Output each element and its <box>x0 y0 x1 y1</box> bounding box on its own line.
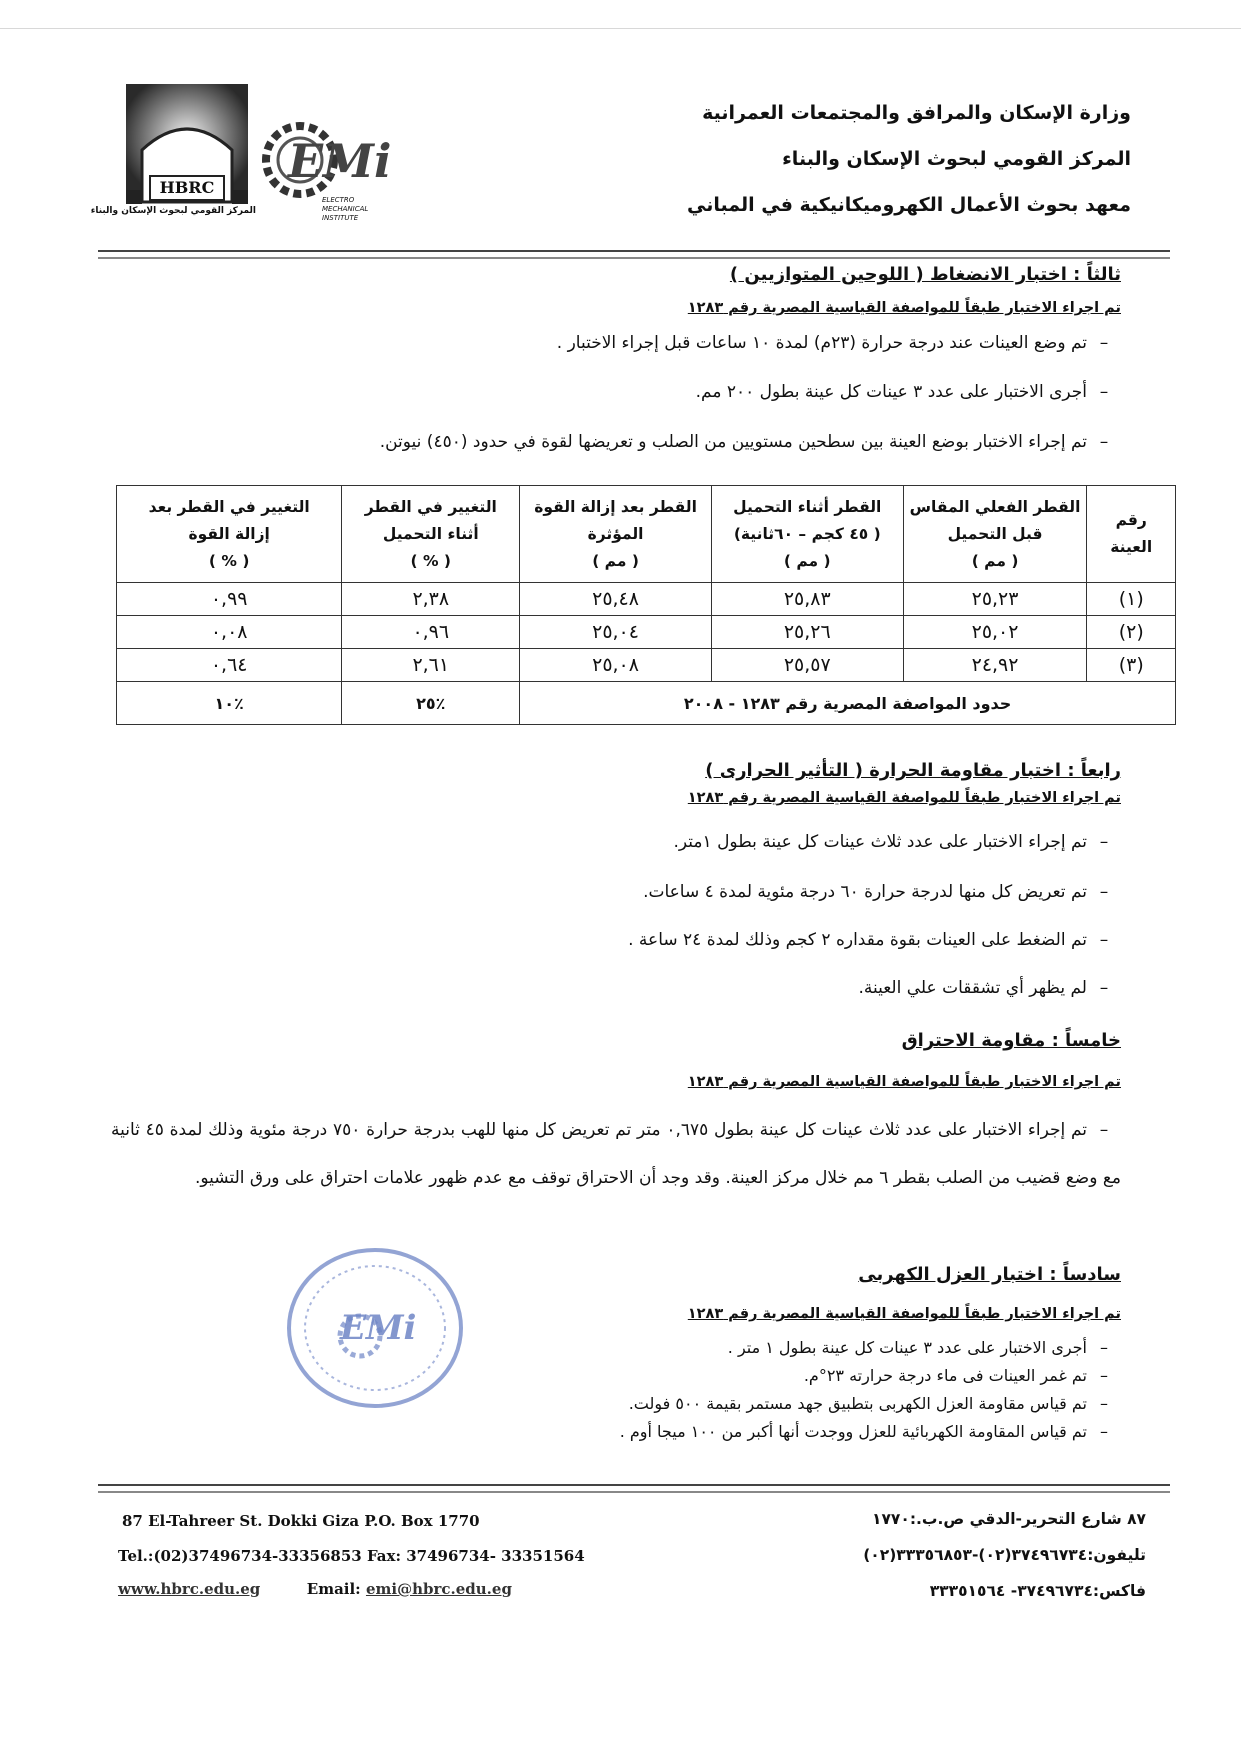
cell-sample: (٣) <box>1087 649 1176 682</box>
section3-standard: تم اجراء الاختبار طبقاً للمواصفة القياسية المصرية رقم ١٢٨٣ <box>687 300 1121 316</box>
stamp-emi-mark: EMi <box>340 1308 417 1348</box>
section5-paragraph: –تم إجراء الاختبار على عدد ثلاث عينات كل عينة بطول ٠,٦٧٥ متر تم تعريض كل منها للهب بدرجة حرارة ٧٥٠ درجة مئوية وذلك لمدة ٤٥ ثانية مع وضع قضيب من الصلب بقطر ٦ مم خلال مركز العينة. وقد وجد أن الاحتراق توقف مع عدم ظهور علامات احتراق على ورق التشيو. <box>111 1120 1121 1188</box>
section3-bullet: –تم إجراء الاختبار بوضع العينة بين سطحين مستويين من الصلب و تعريضها لقوة في حدود (٤٥٠) نيوتن. <box>379 432 1109 452</box>
cell-during: ٢٥,٨٣ <box>711 583 903 616</box>
section3-bullet: –تم وضع العينات عند درجة حرارة (٢٣م) لمدة ١٠ ساعات قبل إجراء الاختبار . <box>556 333 1109 353</box>
section4-bullet: –تم الضغط على العينات بقوة مقداره ٢ كجم وذلك لمدة ٢٤ ساعة . <box>628 930 1109 950</box>
cell-change-after: ٠,٠٨ <box>117 616 342 649</box>
section4-bullet: –تم إجراء الاختبار على عدد ثلاث عينات كل عينة بطول ١متر. <box>673 832 1109 852</box>
compression-results-table <box>116 485 1176 725</box>
cell-change-during: ٢,٣٨ <box>342 583 520 616</box>
limits-label: حدود المواصفة المصرية رقم ١٢٨٣ - ٢٠٠٨ <box>520 682 1176 725</box>
emi-english-name: ELECTRO MECHANICAL INSTITUTE <box>322 196 369 222</box>
emi-logo <box>262 108 392 228</box>
footer-email-label: Email: <box>306 1580 361 1598</box>
footer-phone-en: Tel.:(02)37496734-33356853 Fax: 37496734- 33351564 <box>118 1547 585 1565</box>
limit-change-after: ٪١٠ <box>117 682 342 725</box>
header-change-after: التغيير في القطر بعد إزالة القوة ( % ) <box>117 486 342 583</box>
section4-standard: تم اجراء الاختبار طبقاً للمواصفة القياسية المصرية رقم ١٢٨٣ <box>687 790 1121 806</box>
header-sample-no: رقم العينة <box>1087 486 1176 583</box>
section5-standard: تم اجراء الاختبار طبقاً للمواصفة القياسية المصرية رقم ١٢٨٣ <box>687 1074 1121 1090</box>
institute-stamp <box>282 1244 468 1412</box>
cell-after: ٢٥,٠٤ <box>520 616 712 649</box>
cell-change-after: ٠,٩٩ <box>117 583 342 616</box>
header-diameter-before: القطر الفعلي المقاس قبل التحميل ( مم ) <box>903 486 1087 583</box>
cell-during: ٢٥,٢٦ <box>711 616 903 649</box>
section6-standard: تم اجراء الاختبار طبقاً للمواصفة القياسية المصرية رقم ١٢٨٣ <box>687 1306 1121 1322</box>
footer-email-link[interactable]: emi@hbrc.edu.eg <box>365 1580 512 1598</box>
section4-bullet: –تم تعريض كل منها لدرجة حرارة ٦٠ درجة مئوية لمدة ٤ ساعات. <box>643 882 1109 902</box>
cell-sample: (٢) <box>1087 616 1176 649</box>
table-header-row <box>117 486 1176 583</box>
footer-divider <box>98 1484 1170 1493</box>
section5-title: خامساً : مقاومة الاحتراق <box>901 1030 1121 1051</box>
emi-acronym: EMi <box>288 134 392 188</box>
hbrc-logo <box>90 80 256 230</box>
section4-bullet: –لم يظهر أي تشققات علي العينة. <box>858 978 1109 998</box>
footer-address-ar: ٨٧ شارع التحرير-الدقي ص.ب.:١٧٧٠ <box>871 1510 1146 1528</box>
institute-name: معهد بحوث الأعمال الكهروميكانيكية في المباني <box>687 194 1131 216</box>
section3-bullet: –أجرى الاختبار على عدد ٣ عينات كل عينة بطول ٢٠٠ مم. <box>695 382 1109 402</box>
cell-after: ٢٥,٤٨ <box>520 583 712 616</box>
section6-bullet: –تم قياس مقاومة العزل الكهربى بتطبيق جهد مستمر بقيمة ٥٠٠ فولت. <box>628 1394 1108 1413</box>
header-divider <box>98 250 1170 259</box>
header-change-during: التغيير في القطر أثناء التحميل ( % ) <box>342 486 520 583</box>
center-name: المركز القومي لبحوث الإسكان والبناء <box>782 148 1131 170</box>
scan-top-edge <box>0 28 1241 29</box>
cell-change-during: ٢,٦١ <box>342 649 520 682</box>
section4-title: رابعاً : اختبار مقاومة الحرارة ( التأثير الحرارى ) <box>705 760 1121 781</box>
ministry-name: وزارة الإسكان والمرافق والمجتمعات العمرانية <box>702 102 1131 124</box>
footer-address-en: 87 El-Tahreer St. Dokki Giza P.O. Box 1770 <box>122 1512 480 1530</box>
cell-change-during: ٠,٩٦ <box>342 616 520 649</box>
cell-before: ٢٤,٩٢ <box>903 649 1087 682</box>
section6-title: سادساً : اختبار العزل الكهربى <box>858 1264 1121 1285</box>
hbrc-arabic-name: المركز القومي لبحوث الإسكان والبناء <box>90 206 256 216</box>
footer-phone-ar: تليفون:٣٧٤٩٦٧٣٤(٠٢)-٣٣٣٥٦٨٥٣(٠٢) <box>863 1546 1146 1564</box>
cell-sample: (١) <box>1087 583 1176 616</box>
cell-during: ٢٥,٥٧ <box>711 649 903 682</box>
hbrc-acronym: HBRC <box>159 178 215 197</box>
section6-bullet: –تم قياس المقاومة الكهربائية للعزل ووجدت أنها أكبر من ١٠٠ ميجا أوم . <box>619 1422 1108 1441</box>
footer-fax-ar: فاكس:٣٧٤٩٦٧٣٤- ٣٣٣٥١٥٦٤ <box>929 1582 1146 1600</box>
cell-change-after: ٠,٦٤ <box>117 649 342 682</box>
footer-website-link[interactable]: www.hbrc.edu.eg <box>118 1580 261 1598</box>
cell-before: ٢٥,٠٢ <box>903 616 1087 649</box>
footer-web-email <box>118 1580 512 1598</box>
cell-after: ٢٥,٠٨ <box>520 649 712 682</box>
section6-bullet: –تم غمر العينات فى ماء درجة حرارته ٢٣°م. <box>803 1366 1108 1385</box>
limit-change-during: ٪٢٥ <box>342 682 520 725</box>
cell-before: ٢٥,٢٣ <box>903 583 1087 616</box>
section3-title: ثالثاً : اختبار الانضغاط ( اللوحين المتوازيين ) <box>729 264 1121 285</box>
header-diameter-during: القطر أثناء التحميل ( ٤٥ كجم – ٦٠ثانية) ( مم ) <box>711 486 903 583</box>
table-row <box>117 616 1176 649</box>
table-row <box>117 649 1176 682</box>
table-limits-row <box>117 682 1176 725</box>
table-row <box>117 583 1176 616</box>
header-diameter-after: القطر بعد إزالة القوة المؤثرة ( مم ) <box>520 486 712 583</box>
section6-bullet: –أجرى الاختبار على عدد ٣ عينات كل عينة بطول ١ متر . <box>727 1338 1108 1357</box>
